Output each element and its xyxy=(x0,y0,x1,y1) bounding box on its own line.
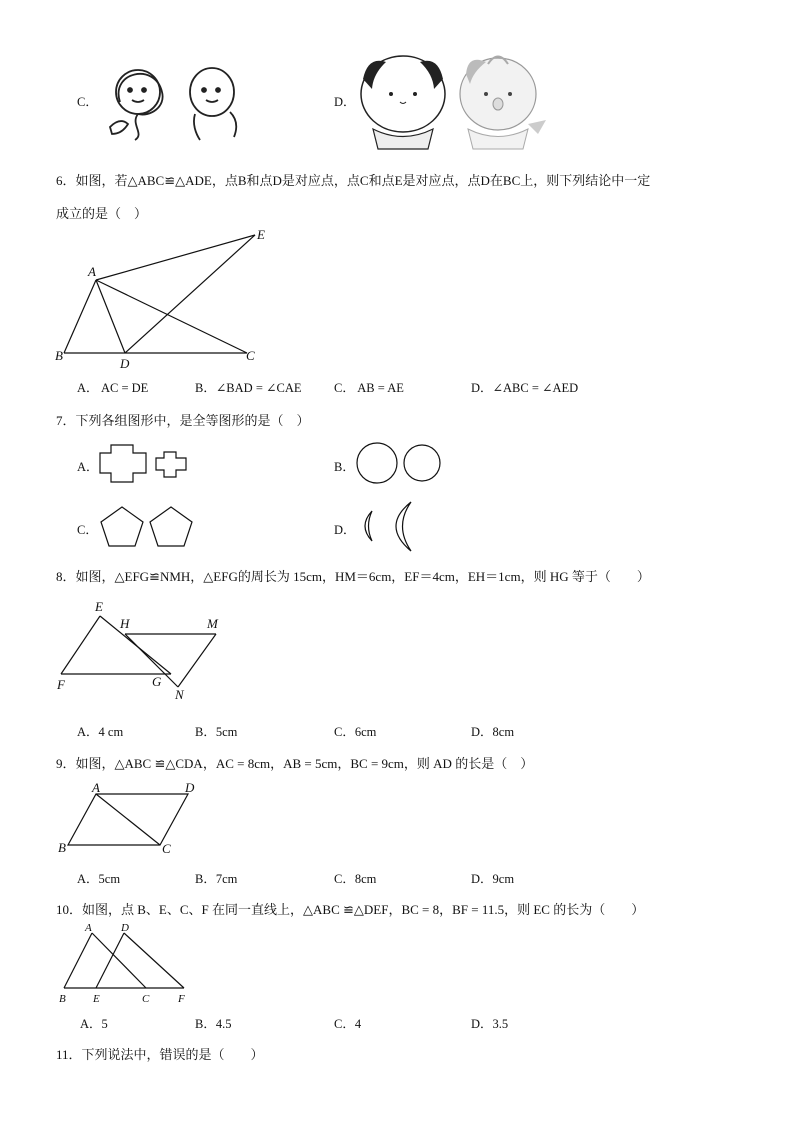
q6-label-e: E xyxy=(257,227,265,242)
q10-option-c: C．4 xyxy=(334,1017,362,1031)
q6-label-c: C xyxy=(246,348,255,363)
q8-label-g: G xyxy=(152,674,162,689)
q9-question: 9．如图，△ABC ≌△CDA，AC = 8cm，AB = 5cm，BC = 9cm，则 AD 的长是（ ） xyxy=(56,756,534,771)
q7-option-d: D． xyxy=(334,523,356,537)
q8-option-d: D．8cm xyxy=(471,725,515,739)
q6-option-c: C． AB = AE xyxy=(334,381,404,395)
q6-question-line1: 6．如图，若△ABC≌△ADE，点B和点D是对应点，点C和点E是对应点，点D在BC上，则下列结论中一定 xyxy=(56,173,651,188)
q7-option-a: A． xyxy=(77,460,99,474)
q9-figure xyxy=(50,778,210,858)
q9-label-b: B xyxy=(58,840,66,855)
q8-label-n: N xyxy=(175,687,184,702)
q6-option-b: B．∠BAD = ∠CAE xyxy=(195,381,302,395)
q10-option-b: B．4.5 xyxy=(195,1017,232,1031)
q10-question: 10．如图，点 B、E、C、F 在同一直线上，△ABC ≌△DEF，BC = 8，BF = 11.5，则 EC 的长为（ ） xyxy=(56,902,645,917)
q7-option-b-circles xyxy=(354,442,444,486)
q7-option-c: C． xyxy=(77,523,98,537)
q5-option-d-cartoon xyxy=(358,44,558,154)
q8-figure xyxy=(50,596,240,706)
q6-option-d: D．∠ABC = ∠AED xyxy=(471,381,579,395)
q6-label-b: B xyxy=(55,348,63,363)
q10-label-f: F xyxy=(178,993,185,1005)
q7-option-b: B． xyxy=(334,460,355,474)
q8-question: 8．如图，△EFG≌NMH，△EFG的周长为 15cm，HM＝6cm，EF＝4cm，EH＝1cm，则 HG 等于（ ） xyxy=(56,569,650,584)
q11-question: 11．下列说法中，错误的是（ ） xyxy=(56,1047,264,1062)
q6-option-a: A． AC = DE xyxy=(77,381,149,395)
q10-option-a: A．5 xyxy=(80,1017,108,1031)
q5-option-d-label: D． xyxy=(334,95,356,109)
q8-label-f: F xyxy=(57,677,65,692)
q5-option-c-cartoon xyxy=(100,62,250,142)
q6-figure xyxy=(50,222,280,372)
q10-figure xyxy=(54,918,204,1008)
q9-label-a: A xyxy=(92,780,100,795)
q8-label-e: E xyxy=(95,599,103,614)
q10-label-c: C xyxy=(142,993,150,1005)
q10-label-a: A xyxy=(85,922,92,934)
q8-label-h: H xyxy=(120,616,130,631)
q9-label-d: D xyxy=(185,780,195,795)
q10-option-d: D．3.5 xyxy=(471,1017,509,1031)
q10-label-d: D xyxy=(121,922,129,934)
q9-option-d: D．9cm xyxy=(471,872,515,886)
q6-label-d: D xyxy=(120,356,130,371)
q10-label-b: B xyxy=(59,993,66,1005)
q9-option-b: B．7cm xyxy=(195,872,238,886)
q9-option-a: A．5cm xyxy=(77,872,121,886)
q7-option-d-crescents xyxy=(356,499,416,554)
q9-option-c: C．8cm xyxy=(334,872,377,886)
q7-question: 7．下列各组图形中，是全等图形的是（ ） xyxy=(56,413,310,428)
q5-option-c-label: C． xyxy=(77,95,98,109)
q6-label-a: A xyxy=(88,264,96,279)
q8-option-c: C．6cm xyxy=(334,725,377,739)
q7-option-a-crosses xyxy=(98,443,198,485)
q7-option-c-pentagons xyxy=(97,504,197,548)
q8-option-a: A．4 cm xyxy=(77,725,124,739)
q9-label-c: C xyxy=(162,841,171,856)
q6-question-line2: 成立的是（ ） xyxy=(56,206,148,221)
q8-label-m: M xyxy=(207,616,218,631)
q10-label-e: E xyxy=(93,993,100,1005)
q8-option-b: B．5cm xyxy=(195,725,238,739)
